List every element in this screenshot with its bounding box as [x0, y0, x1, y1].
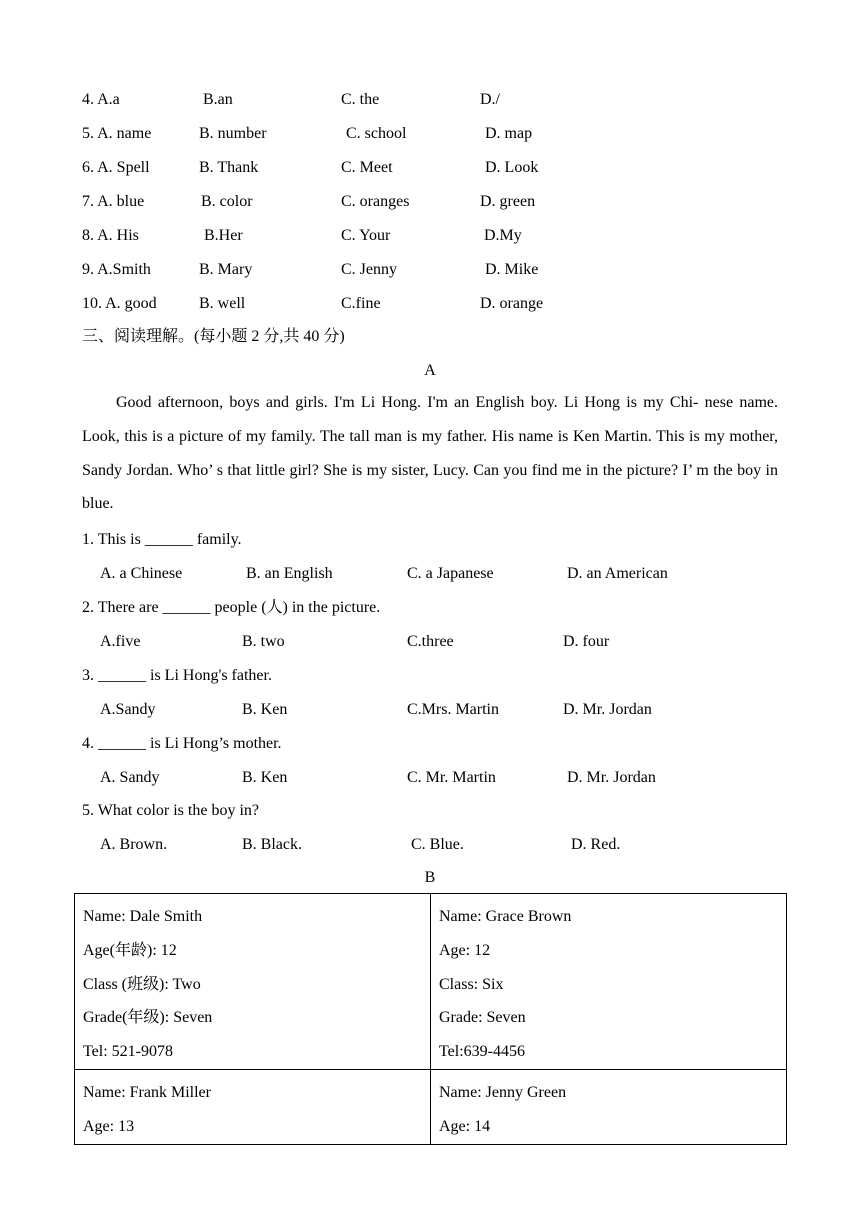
card-line: Age: 13 — [83, 1117, 135, 1135]
card-line: Class: Six — [439, 975, 504, 993]
option-b: B.Her — [204, 227, 243, 244]
option-d: D. four — [563, 633, 610, 650]
choice-question-7 — [82, 192, 782, 214]
option-b: B. number — [199, 125, 267, 142]
option-d: D./ — [480, 91, 500, 108]
card-line: Tel:639-4456 — [439, 1043, 525, 1061]
option-a: A.five — [100, 633, 141, 650]
option-c: C.fine — [341, 295, 381, 312]
option-d: D. green — [480, 193, 536, 210]
option-b: B. Black. — [242, 836, 302, 853]
option-c: C. Blue. — [411, 836, 464, 853]
option-a: 10. A. good — [82, 295, 157, 312]
question-5-options — [82, 835, 782, 857]
section-heading: 三、阅读理解。(每小题 2 分,共 40 分) — [82, 328, 345, 345]
option-a: A. a Chinese — [100, 565, 183, 582]
option-b: B. two — [242, 633, 285, 650]
student-card — [75, 1069, 431, 1144]
passage-a-text — [82, 386, 778, 521]
option-d: D. an American — [567, 565, 668, 582]
card-line: Age: 12 — [439, 941, 491, 959]
student-card — [75, 894, 431, 1070]
card-line: Tel: 521-9078 — [83, 1043, 173, 1061]
option-c: C. Meet — [341, 159, 393, 176]
option-c: C. Mr. Martin — [407, 769, 496, 786]
student-card — [431, 894, 787, 1070]
student-info-table — [74, 893, 787, 1145]
card-line: Name: Jenny Green — [439, 1083, 567, 1101]
student-card — [431, 1069, 787, 1144]
question-3-options — [82, 700, 782, 722]
passage-a-label: A — [424, 362, 436, 379]
option-c: C. school — [346, 125, 407, 142]
option-d: D. Mike — [485, 261, 539, 278]
passage-a-body: Good afternoon, boys and girls. I'm Li Hong. I'm an English boy. Li Hong is my Chi- nese name. Look, this is a picture of my family. The tall man is my father. His name is Ken Martin. This is my mother, Sandy Jordan. Who’ s that little girl? She is my sister, Lucy. Can you find me in the picture? I’ m the boy in blue. — [82, 394, 778, 513]
option-a: A.Sandy — [100, 701, 156, 718]
option-a: A. Brown. — [100, 836, 168, 853]
card-line: Class (班级): Two — [83, 975, 201, 993]
option-d: D. Look — [485, 159, 539, 176]
question-4-stem: 4. ______ is Li Hong’s mother. — [82, 735, 282, 752]
card-line: Age: 14 — [439, 1117, 491, 1135]
choice-question-10 — [82, 294, 782, 316]
table-row — [75, 1069, 787, 1144]
card-line: Name: Frank Miller — [83, 1083, 211, 1101]
choice-question-9 — [82, 260, 782, 282]
option-b: B. Ken — [242, 769, 288, 786]
choice-question-8 — [82, 226, 782, 248]
question-5-stem: 5. What color is the boy in? — [82, 802, 259, 819]
option-b: B.an — [203, 91, 233, 108]
option-a: 4. A.a — [82, 91, 120, 108]
option-c: C. Your — [341, 227, 391, 244]
option-c: C. the — [341, 91, 380, 108]
option-b: B. Thank — [199, 159, 259, 176]
card-line: Age(年龄): 12 — [83, 941, 177, 959]
card-line: Grade: Seven — [439, 1009, 526, 1027]
question-4-options — [82, 768, 782, 790]
question-1-options — [82, 564, 782, 586]
card-line: Name: Grace Brown — [439, 908, 572, 925]
option-a: 5. A. name — [82, 125, 152, 142]
question-1-stem: 1. This is ______ family. — [82, 531, 242, 548]
choice-question-4 — [82, 90, 782, 112]
card-line: Name: Dale Smith — [83, 908, 203, 925]
option-d: D. Mr. Jordan — [567, 769, 656, 786]
option-b: B. an English — [246, 565, 333, 582]
option-d: D. orange — [480, 295, 544, 312]
option-a: 6. A. Spell — [82, 159, 150, 176]
option-c: C. a Japanese — [407, 565, 494, 582]
passage-b-label: B — [424, 869, 436, 886]
option-a: 8. A. His — [82, 227, 139, 244]
option-c: C.three — [407, 633, 454, 650]
question-3-stem: 3. ______ is Li Hong's father. — [82, 667, 272, 684]
option-b: B. Mary — [199, 261, 253, 278]
option-c: C. Jenny — [341, 261, 397, 278]
option-d: D. map — [485, 125, 533, 142]
option-b: B. well — [199, 295, 246, 312]
option-a: 9. A.Smith — [82, 261, 151, 278]
option-c: C. oranges — [341, 193, 410, 210]
question-2-stem: 2. There are ______ people (人) in the picture. — [82, 599, 381, 616]
option-d: D. Red. — [571, 836, 621, 853]
option-b: B. color — [201, 193, 253, 210]
choice-question-6 — [82, 158, 782, 180]
option-d: D.My — [484, 227, 522, 244]
choice-question-5 — [82, 124, 782, 146]
table-row — [75, 894, 787, 1070]
option-c: C.Mrs. Martin — [407, 701, 499, 718]
option-d: D. Mr. Jordan — [563, 701, 652, 718]
option-a: A. Sandy — [100, 769, 160, 786]
card-line: Grade(年级): Seven — [83, 1009, 213, 1027]
option-a: 7. A. blue — [82, 193, 145, 210]
question-2-options — [82, 632, 782, 654]
option-b: B. Ken — [242, 701, 288, 718]
